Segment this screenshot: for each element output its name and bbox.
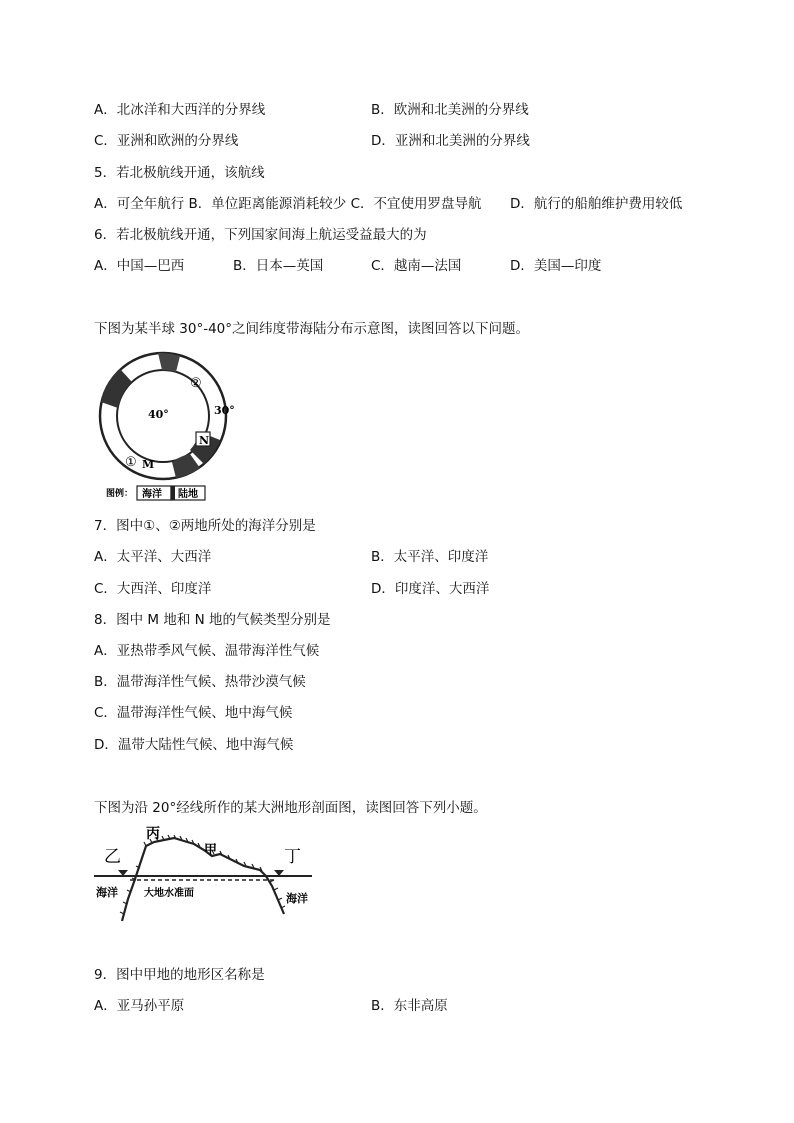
label-M: M bbox=[142, 458, 155, 471]
legend-title: 图例： bbox=[106, 489, 134, 499]
figure2-intro: 下图为沿 20°经线所作的某大洲地形剖面图，读图回答下列小题。 bbox=[94, 800, 487, 816]
q5-stem: 5．若北极航线开通，该航线 bbox=[94, 165, 265, 181]
q6-option-c: C．越南—法国 bbox=[371, 258, 462, 274]
land-sea-ring-diagram bbox=[92, 350, 242, 502]
q7-option-d: D．印度洋、大西洋 bbox=[371, 581, 490, 597]
label-ocean-left: 海洋 bbox=[96, 886, 118, 899]
label-N: N bbox=[199, 434, 210, 447]
q4-option-d: D．亚洲和北美洲的分界线 bbox=[371, 133, 530, 149]
label-jia: 甲 bbox=[204, 843, 218, 858]
legend-land: 陆地 bbox=[178, 489, 198, 500]
q4-option-b: B．欧洲和北美洲的分界线 bbox=[371, 102, 529, 118]
q6-stem: 6．若北极航线开通，下列国家间海上航运受益最大的为 bbox=[94, 227, 427, 243]
q9-option-b: B．东非高原 bbox=[371, 998, 448, 1014]
q8-option-a: A．亚热带季风气候、温带海洋性气候 bbox=[94, 643, 320, 659]
q5-options-abc: A．可全年航行 B．单位距离能源消耗较少 C．不宜使用罗盘导航 bbox=[94, 196, 482, 212]
label-1: ① bbox=[125, 455, 137, 470]
legend-ocean: 海洋 bbox=[142, 489, 162, 500]
q7-stem: 7．图中①、②两地所处的海洋分别是 bbox=[94, 518, 316, 534]
label-yi: 乙 bbox=[104, 847, 121, 867]
q8-option-d: D．温带大陆性气候、地中海气候 bbox=[94, 737, 294, 753]
label-ocean-right: 海洋 bbox=[286, 892, 308, 905]
label-ding: 丁 bbox=[284, 847, 301, 867]
q4-option-a: A．北冰洋和大西洋的分界线 bbox=[94, 102, 266, 118]
q5-option-d: D．航行的船舶维护费用较低 bbox=[510, 196, 683, 212]
label-bing: 丙 bbox=[146, 826, 160, 842]
q6-option-d: D．美国—印度 bbox=[510, 258, 602, 274]
q6-option-a: A．中国—巴西 bbox=[94, 258, 185, 274]
q8-option-b: B．温带海洋性气候、热带沙漠气候 bbox=[94, 674, 306, 690]
q9-option-a: A．亚马孙平原 bbox=[94, 998, 185, 1014]
figure1-intro: 下图为某半球 30°-40°之间纬度带海陆分布示意图，读图回答以下问题。 bbox=[94, 321, 530, 337]
q8-stem: 8．图中 M 地和 N 地的气候类型分别是 bbox=[94, 612, 331, 628]
q6-option-b: B．日本—英国 bbox=[233, 258, 324, 274]
label-30: 30° bbox=[214, 404, 235, 417]
q8-option-c: C．温带海洋性气候、地中海气候 bbox=[94, 705, 293, 721]
q4-option-c: C．亚洲和欧洲的分界线 bbox=[94, 133, 239, 149]
label-2: ② bbox=[190, 376, 202, 391]
label-40: 40° bbox=[148, 408, 169, 421]
terrain-profile-diagram bbox=[94, 824, 314, 924]
q7-option-c: C．大西洋、印度洋 bbox=[94, 581, 212, 597]
q9-stem: 9．图中甲地的地形区名称是 bbox=[94, 967, 265, 983]
label-geoid: 大地水准面 bbox=[144, 888, 194, 899]
q7-option-a: A．太平洋、大西洋 bbox=[94, 549, 212, 565]
q7-option-b: B．太平洋、印度洋 bbox=[371, 549, 489, 565]
